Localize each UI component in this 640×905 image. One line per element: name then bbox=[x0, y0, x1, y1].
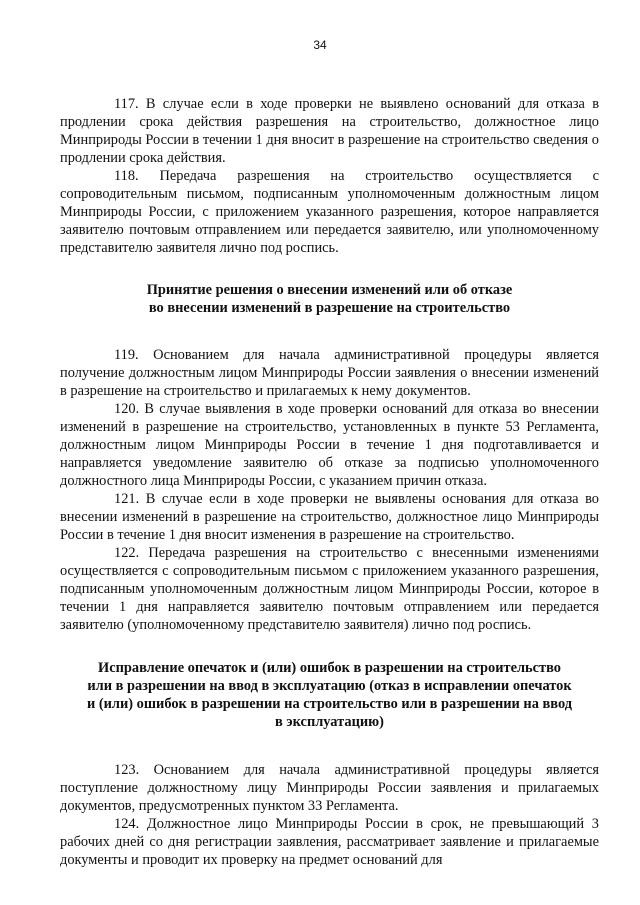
paragraph-123: 123. Основанием для начала административной процедуры является поступление должностному лицу Минприроды России заявления и прилагаемых документов, предусмотренных пунктом 33 Регламента. bbox=[60, 762, 599, 814]
section-heading-corrections bbox=[60, 659, 599, 731]
paragraph-122: 122. Передача разрешения на строительство с внесенными изменениями осуществляется с сопроводительным письмом с приложением указанного разрешения, подписанным уполномоченным должностным лицом Минприроды России, которое в течении 1 дня направляется заявителю почтовым отправлением или передается заявителю (уполномоченному представителю заявителя) лично под роспись. bbox=[60, 545, 599, 633]
paragraph-117: 117. В случае если в ходе проверки не выявлено оснований для отказа в продлении срока действия разрешения на строительство, должностное лицо Минприроды России в течении 1 дня вносит в разрешение на строительство сведения о продлении срока действия. bbox=[60, 96, 599, 166]
paragraph-120: 120. В случае выявления в ходе проверки оснований для отказа во внесении изменений в разрешение на строительство, установленных в пункте 53 Регламента, должностным лицом Минприроды России в течение 1 дня подготавливается и направляется уведомление заявителю об отказе за подписью уполномоченного должностного лица Минприроды России, с указанием причин отказа. bbox=[60, 401, 599, 489]
paragraph-118: 118. Передача разрешения на строительство осуществляется с сопроводительным письмом, подписанным уполномоченным должностным лицом Минприроды России, с приложением указанного разрешения, которое направляется заявителю почтовым отправлением или передается заявителю, или уполномоченному представителю заявителя лично под роспись. bbox=[60, 168, 599, 256]
paragraph-121: 121. В случае если в ходе проверки не выявлены основания для отказа во внесении изменений в разрешение на строительство, должностное лицо Минприроды России в течение 1 дня вносит изменения в разрешение на строительство. bbox=[60, 491, 599, 543]
paragraph-124: 124. Должностное лицо Минприроды России в срок, не превышающий 3 рабочих дней со дня регистрации заявления, рассматривает заявление и прилагаемые документы и проводит их проверку на предмет оснований для bbox=[60, 816, 599, 868]
heading-line: в эксплуатацию) bbox=[275, 714, 384, 730]
heading-line: и (или) ошибок в разрешении на строительство или в разрешении на ввод bbox=[86, 696, 573, 712]
document-body bbox=[60, 95, 599, 869]
heading-line: во внесении изменений в разрешение на строительство bbox=[148, 300, 511, 316]
heading-line: Принятие решения о внесении изменений или об отказе bbox=[146, 282, 513, 298]
section-heading-amendments bbox=[60, 281, 599, 317]
page-number: 34 bbox=[313, 38, 327, 52]
heading-line: Исправление опечаток и (или) ошибок в разрешении на строительство bbox=[98, 660, 561, 676]
heading-line: или в разрешении на ввод в эксплуатацию (отказ в исправлении опечаток bbox=[87, 678, 572, 694]
paragraph-119: 119. Основанием для начала административной процедуры является получение должностным лицом Минприроды России заявления о внесении изменений в разрешение на строительство и прилагаемых к нему документов. bbox=[60, 347, 599, 399]
